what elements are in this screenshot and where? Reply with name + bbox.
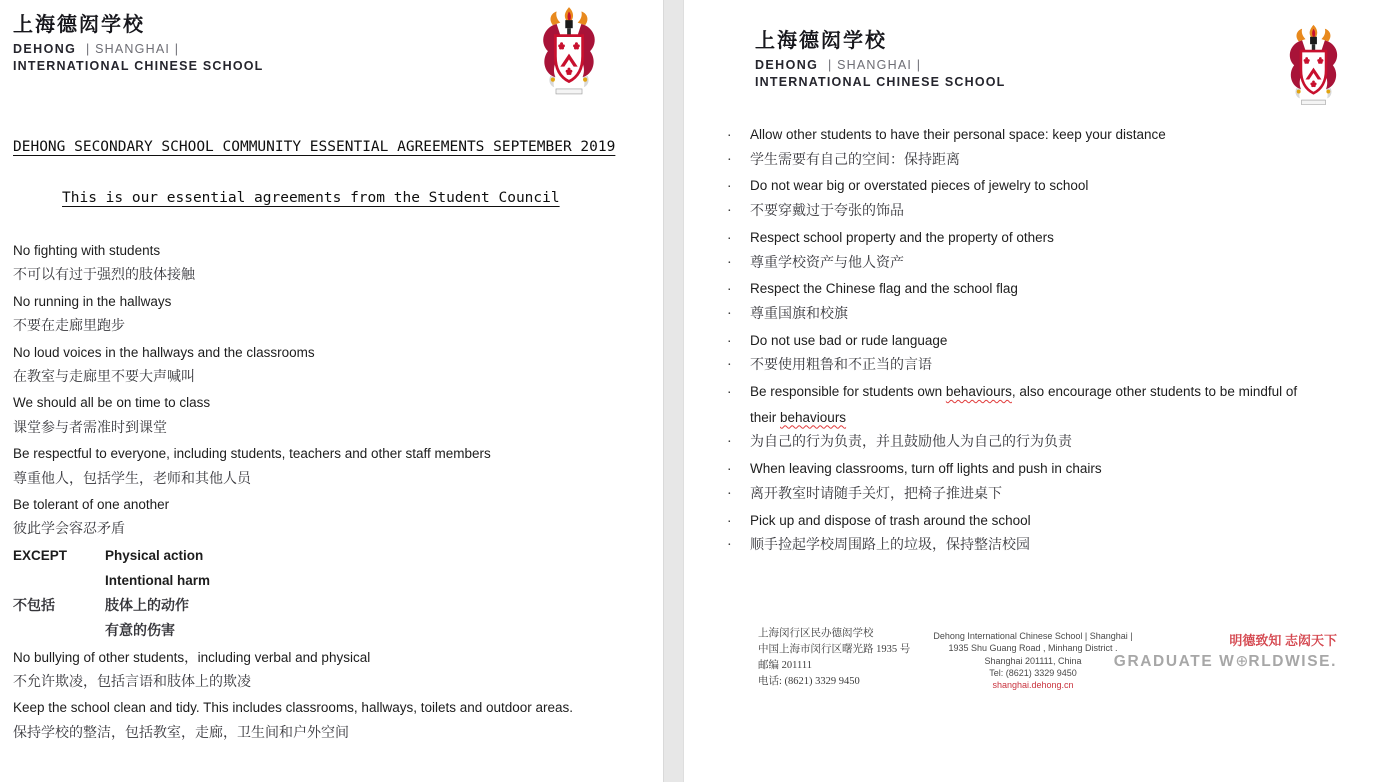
bullet-item [727, 353, 1357, 379]
bullet-text [750, 482, 1357, 508]
footer-line: 电话: (8621) 3329 9450 [758, 676, 860, 687]
rule-line [13, 416, 653, 441]
rule-text: 有意的伤害 [105, 624, 175, 640]
school-wordmark-line2: INTERNATIONAL CHINESE SCHOOL [755, 75, 1006, 89]
wordmark-bold: DEHONG [755, 58, 819, 72]
bullet-marker: · [727, 461, 732, 477]
rule-line [13, 238, 653, 263]
bullet-text [750, 148, 1357, 174]
rule-text: 不允许欺凌，包括言语和肢体上的欺凌 [13, 674, 251, 690]
bullet-item [727, 302, 1357, 328]
rule-line [13, 340, 653, 365]
rule-text: 不可以有过于强烈的肢体接触 [13, 268, 195, 284]
bullet-text [750, 251, 1357, 277]
right-bullet-list [727, 122, 1357, 559]
rule-line [13, 568, 653, 593]
bullet-text [750, 122, 1357, 148]
document-page-2 [684, 0, 1380, 782]
rule-line [13, 619, 653, 644]
bullet-marker: · [727, 306, 732, 322]
school-wordmark [13, 42, 264, 56]
bullet-marker: · [727, 384, 732, 400]
bullet-text-segment: Be responsible for students own [750, 384, 946, 400]
wordmark-bold: DEHONG [13, 42, 77, 56]
rule-line [13, 645, 653, 670]
left-rules [13, 238, 653, 746]
wordmark-rest: | SHANGHAI | [86, 42, 180, 56]
bullet-text-segment: 不要穿戴过于夸张的饰品 [750, 204, 904, 220]
rule-text: 不要在走廊里跑步 [13, 319, 125, 335]
bullet-marker: · [727, 435, 732, 451]
rule-line [13, 365, 653, 390]
rule-line [13, 594, 653, 619]
tagline-prefix: GRADUATE W [1113, 653, 1236, 670]
bullet-item [727, 276, 1357, 302]
bullet-marker: · [727, 255, 732, 271]
rule-line [13, 390, 653, 415]
bullet-text [750, 276, 1357, 302]
bullet-text [750, 173, 1357, 199]
bullet-item [727, 328, 1357, 354]
rule-text: No fighting with students [13, 243, 161, 258]
bullet-text-segment: 不要使用粗鲁和不正当的言语 [750, 358, 932, 374]
tagline-suffix: RLDWISE. [1248, 653, 1337, 670]
rule-text: We should all be on time to class [13, 395, 211, 411]
bullet-item [727, 148, 1357, 174]
wordmark-rest: | SHANGHAI | [828, 58, 922, 72]
bullet-text [750, 430, 1357, 456]
bullet-item [727, 225, 1357, 251]
bullet-marker: · [727, 281, 732, 297]
footer-line: 上海闵行区民办德闳学校 [758, 628, 874, 639]
rule-text: Physical action [105, 547, 204, 563]
page-gutter [663, 0, 684, 782]
rule-text: No bullying of other students，including verbal and physical [13, 649, 371, 665]
bullet-text [750, 456, 1357, 482]
footer-line: 1935 Shu Guang Road , Minhang District . [948, 643, 1118, 654]
rule-text: 保持学校的整洁，包括教室，走廊，卫生间和户外空间 [13, 725, 349, 741]
rule-line [13, 263, 653, 288]
bullet-text-segment: Respect the Chinese flag and the school flag [750, 281, 1018, 297]
rule-text: 彼此学会容忍矛盾 [13, 522, 125, 538]
footer-line: 中国上海市闵行区曙光路 1935 号 [758, 644, 911, 655]
rule-text: Be respectful to everyone, including students, teachers and other staff members [13, 446, 491, 462]
rule-line [13, 314, 653, 339]
school-brand-header [13, 8, 264, 73]
bullet-marker: · [727, 358, 732, 374]
document-title: DEHONG SECONDARY SCHOOL COMMUNITY ESSENTIAL AGREEMENTS SEPTEMBER 2019 [13, 139, 616, 155]
school-wordmark [755, 58, 1006, 72]
rule-line [13, 441, 653, 466]
bullet-text-segment: When leaving classrooms, turn off lights and push in chairs [750, 461, 1102, 477]
rule-line [13, 467, 653, 492]
misspelled-word: behaviours [780, 409, 847, 425]
bullet-marker: · [727, 486, 732, 502]
rule-line [13, 543, 653, 568]
bullet-text [750, 199, 1357, 225]
footer-website-link[interactable]: shanghai.dehong.cn [992, 680, 1074, 691]
rule-line [13, 695, 653, 720]
bullet-text-segment: their [750, 409, 781, 425]
footer-line: Dehong International Chinese School | Shanghai | [933, 631, 1133, 641]
bullet-item [727, 456, 1357, 482]
bullet-item [727, 251, 1357, 277]
bullet-text-segment: Pick up and dispose of trash around the school [750, 512, 1031, 528]
bullet-marker: · [727, 152, 732, 168]
bullet-text-segment: 学生需要有自己的空间：保持距离 [750, 152, 960, 168]
rule-text: 肢体上的动作 [105, 598, 189, 614]
rule-text: No running in the hallways [13, 293, 172, 309]
bullet-text [750, 225, 1357, 251]
school-crest-icon [538, 5, 600, 101]
bullet-marker: · [727, 332, 732, 348]
bullet-item [727, 430, 1357, 456]
footer-address-chinese [758, 626, 910, 690]
bullet-marker: · [727, 512, 732, 528]
bullet-text-segment: , also encourage other students to be mindful of [1011, 384, 1298, 400]
bullet-marker: · [727, 127, 732, 142]
rule-line [13, 289, 653, 314]
bullet-text [750, 353, 1357, 379]
bullet-text-segment: 尊重国旗和校旗 [750, 306, 848, 322]
bullet-text-segment: Respect school property and the property of others [750, 229, 1054, 245]
bullet-marker: · [727, 538, 732, 554]
bullet-marker: · [727, 204, 732, 220]
bullet-text [750, 508, 1357, 534]
rule-text: 课堂参与者需准时到课堂 [13, 420, 167, 436]
rule-text: Intentional harm [105, 573, 211, 589]
rule-text: Keep the school clean and tidy. This includes classrooms, hallways, toilets and outdoor areas. [13, 700, 574, 716]
bullet-text-segment: Allow other students to have their personal space: keep your distance [750, 127, 1166, 142]
bullet-text [750, 379, 1357, 430]
bullet-text [750, 302, 1357, 328]
rule-label: 不包括 [13, 598, 55, 614]
school-name-chinese: 上海德闳学校 [755, 30, 887, 52]
bullet-item [727, 533, 1357, 559]
globe-icon: ⊕ [1235, 653, 1249, 670]
rule-label: EXCEPT [13, 547, 68, 563]
rule-text: No loud voices in the hallways and the classrooms [13, 344, 315, 360]
bullet-item [727, 199, 1357, 225]
bullet-text [750, 328, 1357, 354]
footer-line: Shanghai 201111, China [984, 655, 1082, 666]
school-wordmark-line2: INTERNATIONAL CHINESE SCHOOL [13, 59, 264, 73]
page-footer [684, 616, 1380, 716]
document-subtitle: This is our essential agreements from the Student Council [62, 190, 560, 206]
bullet-text-segment: 为自己的行为负责，并且鼓励他人为自己的行为负责 [750, 435, 1072, 451]
footer-line: Tel: (8621) 3329 9450 [989, 667, 1077, 678]
misspelled-word: behaviours [945, 384, 1012, 400]
bullet-item [727, 379, 1357, 430]
rule-line [13, 670, 653, 695]
bullet-item [727, 173, 1357, 199]
footer-line: 邮编 201111 [758, 660, 812, 671]
school-brand-header [755, 24, 1006, 89]
rule-text: Be tolerant of one another [13, 497, 170, 513]
bullet-text-segment: 尊重学校资产与他人资产 [750, 255, 904, 271]
bullet-text-segment: Do not use bad or rude language [750, 332, 948, 348]
school-motto-chinese: 明德致知 志闳天下 [1229, 633, 1337, 648]
bullet-marker: · [727, 178, 732, 194]
bullet-text [750, 533, 1357, 559]
bullet-text-segment: 离开教室时请随手关灯，把椅子推进桌下 [750, 486, 1002, 502]
school-crest-icon [1285, 23, 1342, 111]
school-tagline [1114, 652, 1337, 671]
document-page-1 [0, 0, 663, 782]
school-name-chinese: 上海德闳学校 [13, 14, 145, 36]
rule-line [13, 492, 653, 517]
bullet-item [727, 508, 1357, 534]
rule-text: 在教室与走廊里不要大声喊叫 [13, 370, 195, 386]
bullet-text-segment: 顺手捡起学校周围路上的垃圾，保持整洁校园 [750, 538, 1030, 554]
bullet-item [727, 122, 1357, 148]
footer-motto-block [1114, 630, 1337, 671]
rule-line [13, 517, 653, 542]
bullet-text-segment: Do not wear big or overstated pieces of jewelry to school [750, 178, 1089, 194]
rule-line [13, 721, 653, 746]
bullet-marker: · [727, 229, 732, 245]
rule-text: 尊重他人，包括学生，老师和其他人员 [13, 471, 251, 487]
bullet-item [727, 482, 1357, 508]
